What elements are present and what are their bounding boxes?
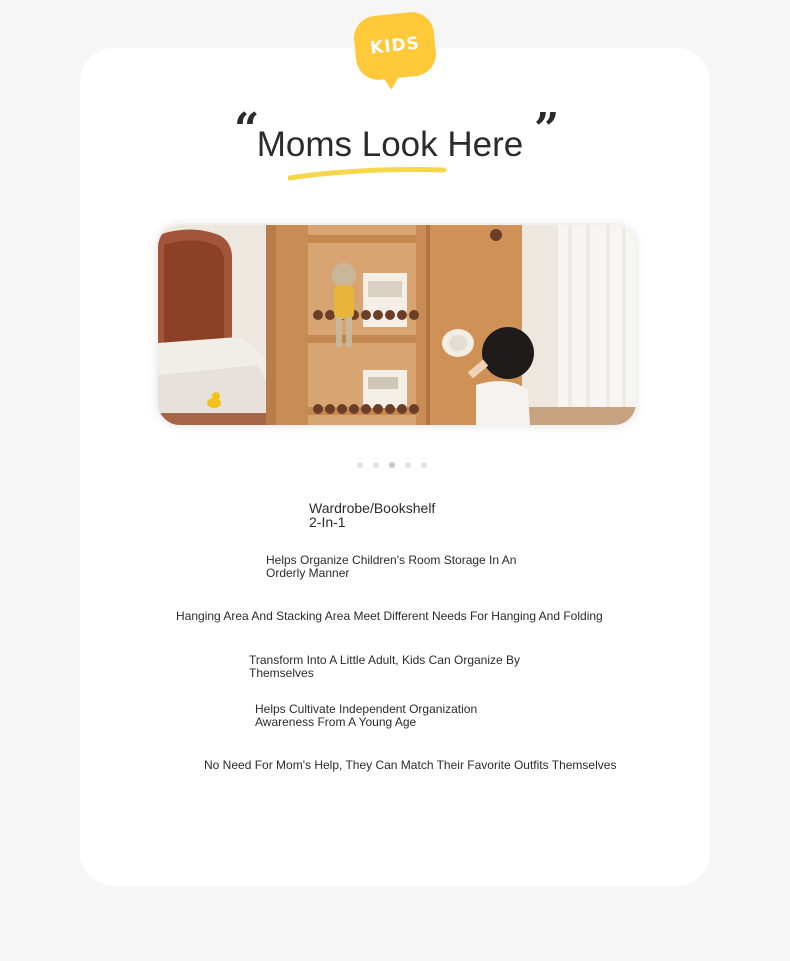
product-photo: [158, 225, 636, 425]
open-quote-mark: “: [234, 104, 260, 155]
close-quote-mark: ”: [534, 104, 560, 155]
feature-line: Helps Cultivate Independent Organization: [255, 702, 478, 716]
feature-kids-organize: [249, 654, 520, 680]
carousel-dot[interactable]: [357, 462, 363, 468]
feature-organize-storage: [266, 554, 516, 580]
kids-badge: [352, 10, 438, 82]
feature-line: Helps Organize Children's Room Storage In An: [266, 553, 517, 567]
feature-line: Orderly Manner: [266, 566, 350, 580]
feature-match-outfits: [204, 759, 616, 772]
feature-line: 2-In-1: [309, 514, 346, 530]
feature-wardrobe-bookshelf: [309, 501, 435, 529]
carousel-dot[interactable]: [373, 462, 379, 468]
page-title: Moms Look Here: [256, 125, 524, 164]
feature-hanging-stacking: [176, 610, 603, 623]
feature-line: Themselves: [249, 666, 314, 680]
carousel-dot[interactable]: [421, 462, 427, 468]
feature-independent-awareness: [255, 703, 477, 729]
feature-line: Awareness From A Young Age: [255, 715, 417, 729]
feature-line: No Need For Mom's Help, They Can Match Their Favorite Outfits Themselves: [204, 758, 617, 772]
carousel-dot[interactable]: [405, 462, 411, 468]
room-illustration: [158, 225, 636, 425]
feature-line: Wardrobe/Bookshelf: [309, 500, 436, 516]
feature-line: Hanging Area And Stacking Area Meet Different Needs For Hanging And Folding: [176, 609, 603, 623]
kids-badge-label: KIDS: [369, 33, 421, 59]
title-underline-stroke: [288, 166, 448, 182]
feature-line: Transform Into A Little Adult, Kids Can Organize By: [249, 653, 521, 667]
carousel-indicator: [357, 462, 427, 468]
carousel-dot-active[interactable]: [389, 462, 395, 468]
